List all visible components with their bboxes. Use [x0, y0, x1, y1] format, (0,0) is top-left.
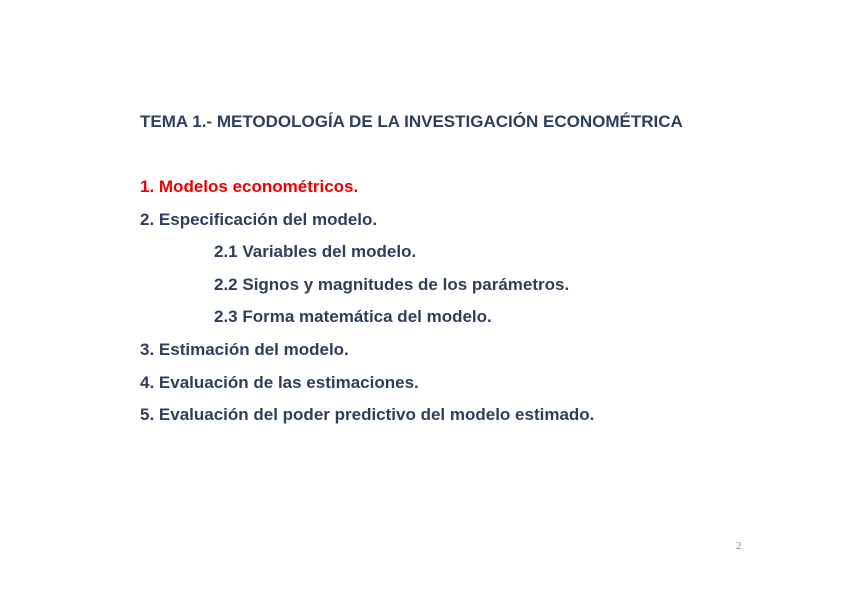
- outline-item-evaluacion-estimaciones: 4. Evaluación de las estimaciones.: [140, 372, 419, 392]
- slide-title: TEMA 1.- METODOLOGÍA DE LA INVESTIGACIÓN ECONOMÉTRICA: [140, 112, 683, 131]
- outline-subitem-forma-matematica: 2.3 Forma matemática del modelo.: [214, 307, 492, 327]
- outline-item-modelos-econometricos: 1. Modelos econométricos.: [140, 177, 359, 196]
- outline-subitem-variables: 2.1 Variables del modelo.: [214, 242, 417, 262]
- outline-subitem-signos-magnitudes: 2.2 Signos y magnitudes de los parámetros.: [214, 274, 570, 294]
- outline-item-especificacion: 2. Especificación del modelo.: [140, 209, 378, 229]
- outline-item-estimacion: 3. Estimación del modelo.: [140, 339, 349, 359]
- outline-list: [140, 176, 594, 437]
- page-number: 2: [736, 540, 742, 552]
- outline-item-evaluacion-poder-predictivo: 5. Evaluación del poder predictivo del modelo estimado.: [140, 405, 595, 425]
